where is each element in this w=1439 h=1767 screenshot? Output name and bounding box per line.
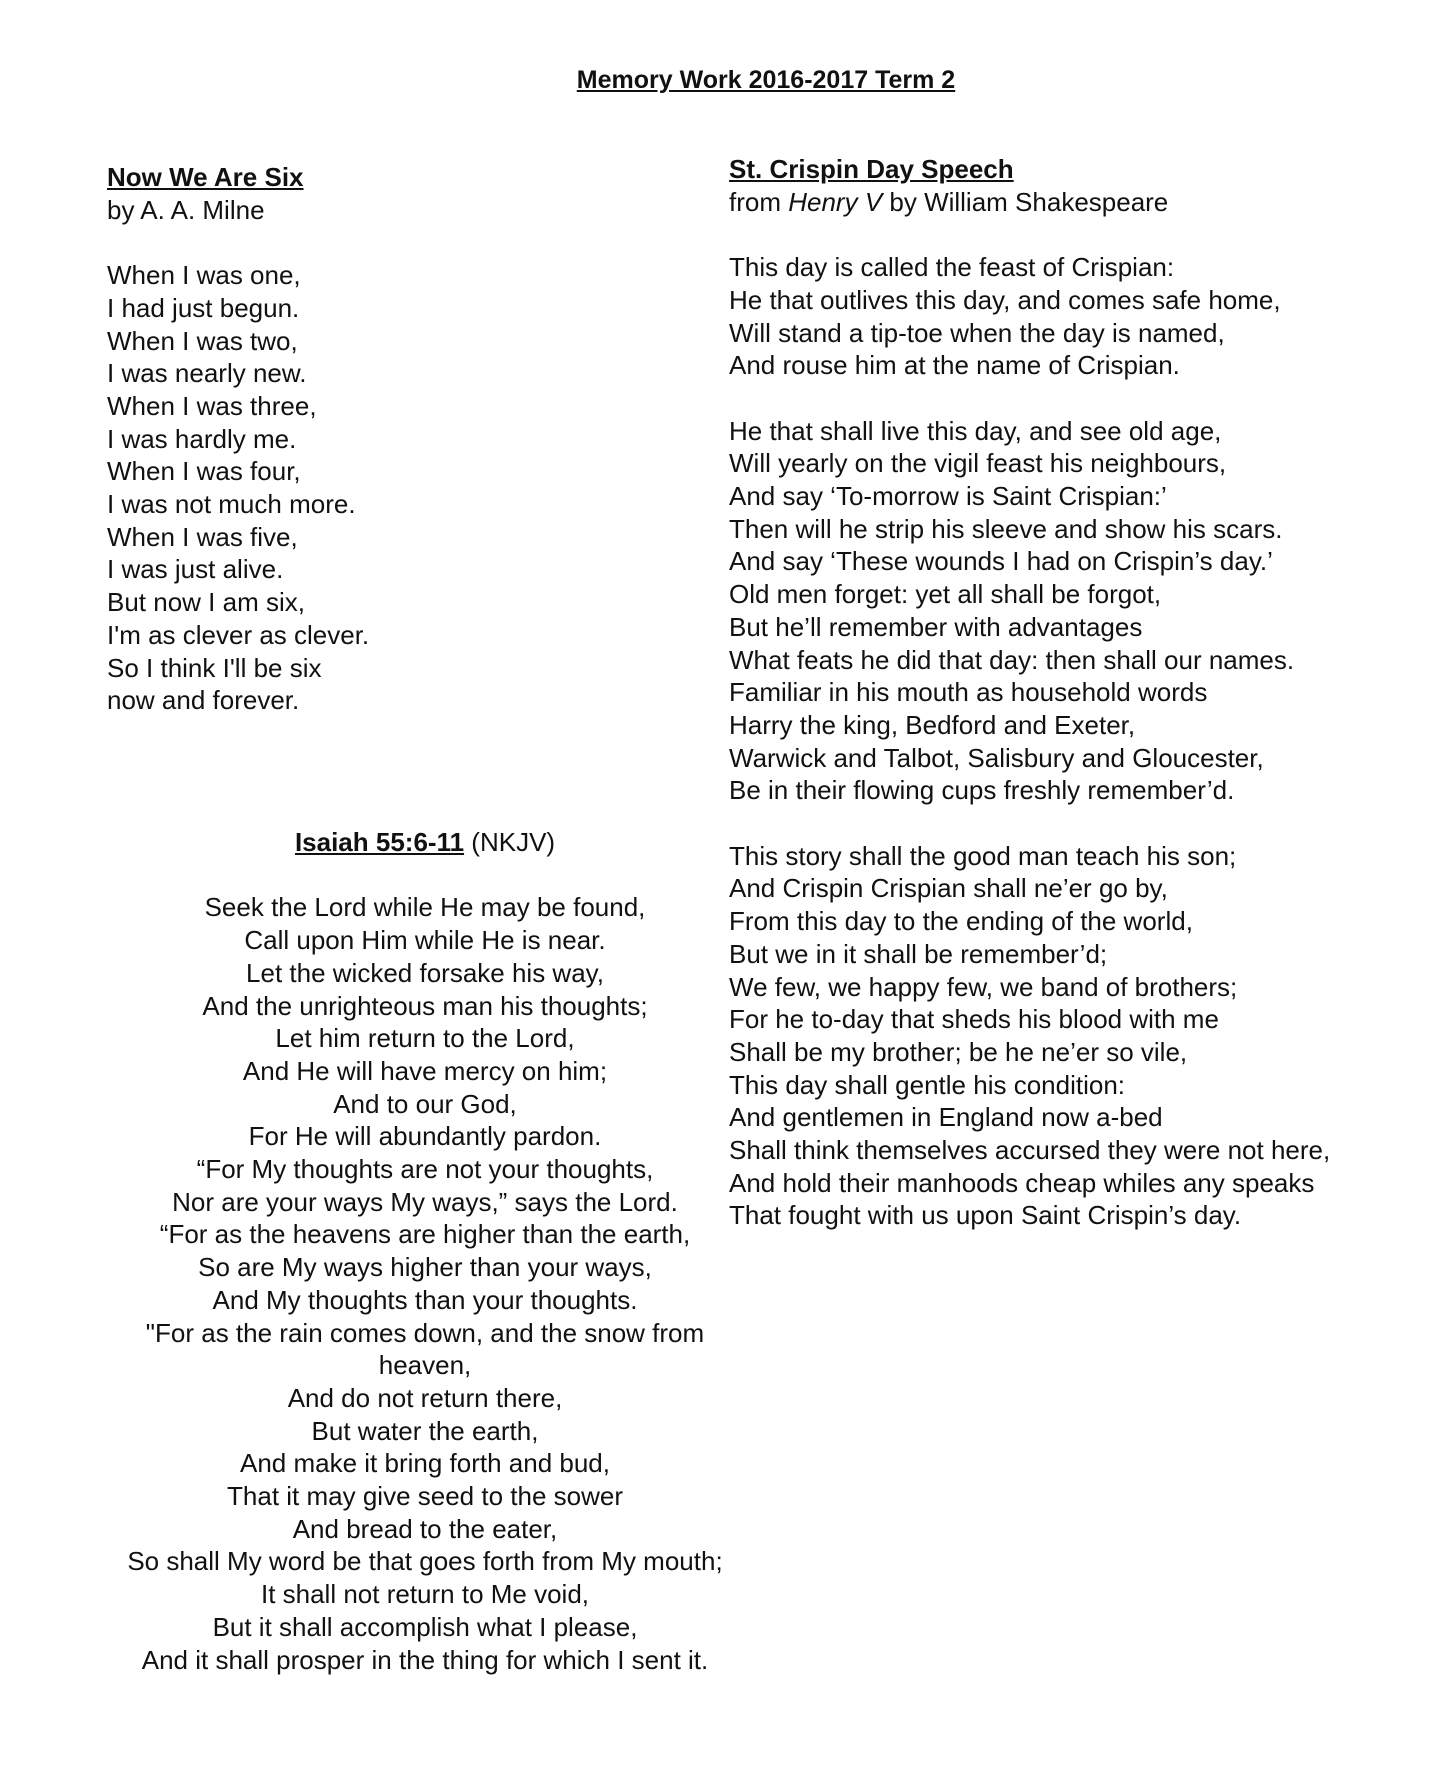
- speech-line: And say ‘To-morrow is Saint Crispian:’: [729, 481, 1167, 511]
- isaiah-lines: [115, 891, 735, 1676]
- verse-line: And bread to the eater,: [292, 1513, 558, 1544]
- milne-lines: [107, 259, 627, 717]
- verse-line: “For as the heavens are higher than the earth,: [159, 1219, 691, 1250]
- poem-line: I'm as clever as clever.: [107, 619, 370, 650]
- milne-byline: by A. A. Milne: [107, 194, 265, 225]
- poem-line: When I was four,: [107, 456, 301, 487]
- verse-line: For He will abundantly pardon.: [248, 1121, 602, 1152]
- verse-line: It shall not return to Me void,: [260, 1579, 590, 1610]
- poem-line: now and forever.: [107, 685, 300, 716]
- milne-title: Now We Are Six: [107, 162, 304, 192]
- page-title: Memory Work 2016-2017 Term 2: [576, 66, 956, 94]
- crispin-title: St. Crispin Day Speech: [729, 154, 1014, 184]
- stanza-gap: [729, 218, 1409, 251]
- crispin-speech: [729, 153, 1409, 1232]
- verse-line: And He will have mercy on him;: [242, 1055, 608, 1086]
- speech-line: This day shall gentle his condition:: [729, 1069, 1126, 1100]
- source-prefix: from: [729, 186, 789, 217]
- verse-line: Nor are your ways My ways,” says the Lord.: [172, 1186, 678, 1217]
- isaiah-passage: [115, 826, 735, 1676]
- speech-line: Shall think themselves accursed they were not here,: [729, 1135, 1331, 1166]
- speech-line: And gentlemen in England now a-bed: [729, 1102, 1163, 1133]
- milne-poem: [107, 161, 627, 717]
- crispin-source: [729, 186, 1409, 219]
- speech-line: And hold their manhoods cheap whiles any speaks: [729, 1167, 1315, 1198]
- verse-line: That it may give seed to the sower: [227, 1481, 623, 1512]
- speech-line: From this day to the ending of the world,: [729, 906, 1193, 937]
- crispin-stanza-3: [729, 840, 1409, 1232]
- verse-line: “For My thoughts are not your thoughts,: [196, 1154, 654, 1185]
- isaiah-heading: [115, 826, 735, 859]
- stanza-gap: [115, 859, 735, 892]
- stanza-gap: [729, 807, 1409, 840]
- verse-line: Let the wicked forsake his way,: [246, 957, 604, 988]
- source-work: Henry V: [788, 186, 883, 217]
- poem-line: I had just begun.: [107, 292, 300, 323]
- speech-line: And say ‘These wounds I had on Crispin’s day.’: [729, 546, 1273, 577]
- speech-line: For he to-day that sheds his blood with me: [729, 1004, 1219, 1035]
- speech-line: This story shall the good man teach his son;: [729, 840, 1237, 871]
- verse-line: But it shall accomplish what I please,: [212, 1611, 638, 1642]
- poem-line: When I was three,: [107, 390, 317, 421]
- isaiah-version: (NKJV): [464, 827, 556, 857]
- verse-line: And make it bring forth and bud,: [239, 1448, 610, 1479]
- speech-line: What feats he did that day: then shall our names.: [729, 644, 1295, 675]
- verse-line: And My thoughts than your thoughts.: [212, 1284, 638, 1315]
- speech-line: Harry the king, Bedford and Exeter,: [729, 709, 1136, 740]
- verse-line: Let him return to the Lord,: [275, 1023, 575, 1054]
- speech-line: But he’ll remember with advantages: [729, 611, 1143, 642]
- poem-line: So I think I'll be six: [107, 652, 322, 683]
- verse-line: So are My ways higher than your ways,: [198, 1252, 652, 1283]
- poem-line: When I was two,: [107, 325, 298, 356]
- crispin-stanza-2: [729, 415, 1409, 807]
- verse-line: And it shall prosper in the thing for which I sent it.: [141, 1644, 709, 1675]
- speech-line: We few, we happy few, we band of brothers;: [729, 971, 1238, 1002]
- speech-line: Old men forget: yet all shall be forgot,: [729, 579, 1162, 610]
- poem-line: But now I am six,: [107, 587, 305, 618]
- poem-line: I was not much more.: [107, 489, 356, 520]
- poem-line: I was nearly new.: [107, 358, 307, 389]
- speech-line: He that outlives this day, and comes safe home,: [729, 284, 1281, 315]
- verse-line: "For as the rain comes down, and the snow from heaven,: [145, 1317, 705, 1381]
- poem-line: When I was five,: [107, 521, 298, 552]
- verse-line: And do not return there,: [287, 1382, 563, 1413]
- speech-line: Shall be my brother; be he ne’er so vile,: [729, 1036, 1188, 1067]
- verse-line: But water the earth,: [311, 1415, 539, 1446]
- poem-line: When I was one,: [107, 260, 301, 291]
- speech-line: This day is called the feast of Crispian:: [729, 252, 1175, 283]
- speech-line: Will stand a tip-toe when the day is named,: [729, 317, 1225, 348]
- speech-line: Be in their flowing cups freshly remember’d.: [729, 775, 1235, 806]
- stanza-gap: [729, 382, 1409, 415]
- poem-line: I was hardly me.: [107, 423, 297, 454]
- stanza-gap: [107, 226, 627, 259]
- speech-line: Warwick and Talbot, Salisbury and Gloucester,: [729, 742, 1264, 773]
- source-suffix: by William Shakespeare: [882, 186, 1169, 217]
- verse-line: Call upon Him while He is near.: [244, 925, 606, 956]
- speech-line: Familiar in his mouth as household words: [729, 677, 1208, 708]
- speech-line: But we in it shall be remember’d;: [729, 938, 1108, 969]
- speech-line: And Crispin Crispian shall ne’er go by,: [729, 873, 1168, 904]
- verse-line: Seek the Lord while He may be found,: [204, 892, 646, 923]
- speech-line: And rouse him at the name of Crispian.: [729, 350, 1180, 381]
- verse-line: And the unrighteous man his thoughts;: [202, 990, 648, 1021]
- speech-line: Then will he strip his sleeve and show his scars.: [729, 513, 1283, 544]
- isaiah-title: Isaiah 55:6-11: [294, 827, 465, 857]
- speech-line: Will yearly on the vigil feast his neighbours,: [729, 448, 1227, 479]
- verse-line: So shall My word be that goes forth from My mouth;: [127, 1546, 723, 1577]
- poem-line: I was just alive.: [107, 554, 284, 585]
- speech-line: He that shall live this day, and see old age,: [729, 415, 1222, 446]
- speech-line: That fought with us upon Saint Crispin’s day.: [729, 1200, 1242, 1231]
- verse-line: And to our God,: [333, 1088, 517, 1119]
- crispin-stanza-1: [729, 251, 1409, 382]
